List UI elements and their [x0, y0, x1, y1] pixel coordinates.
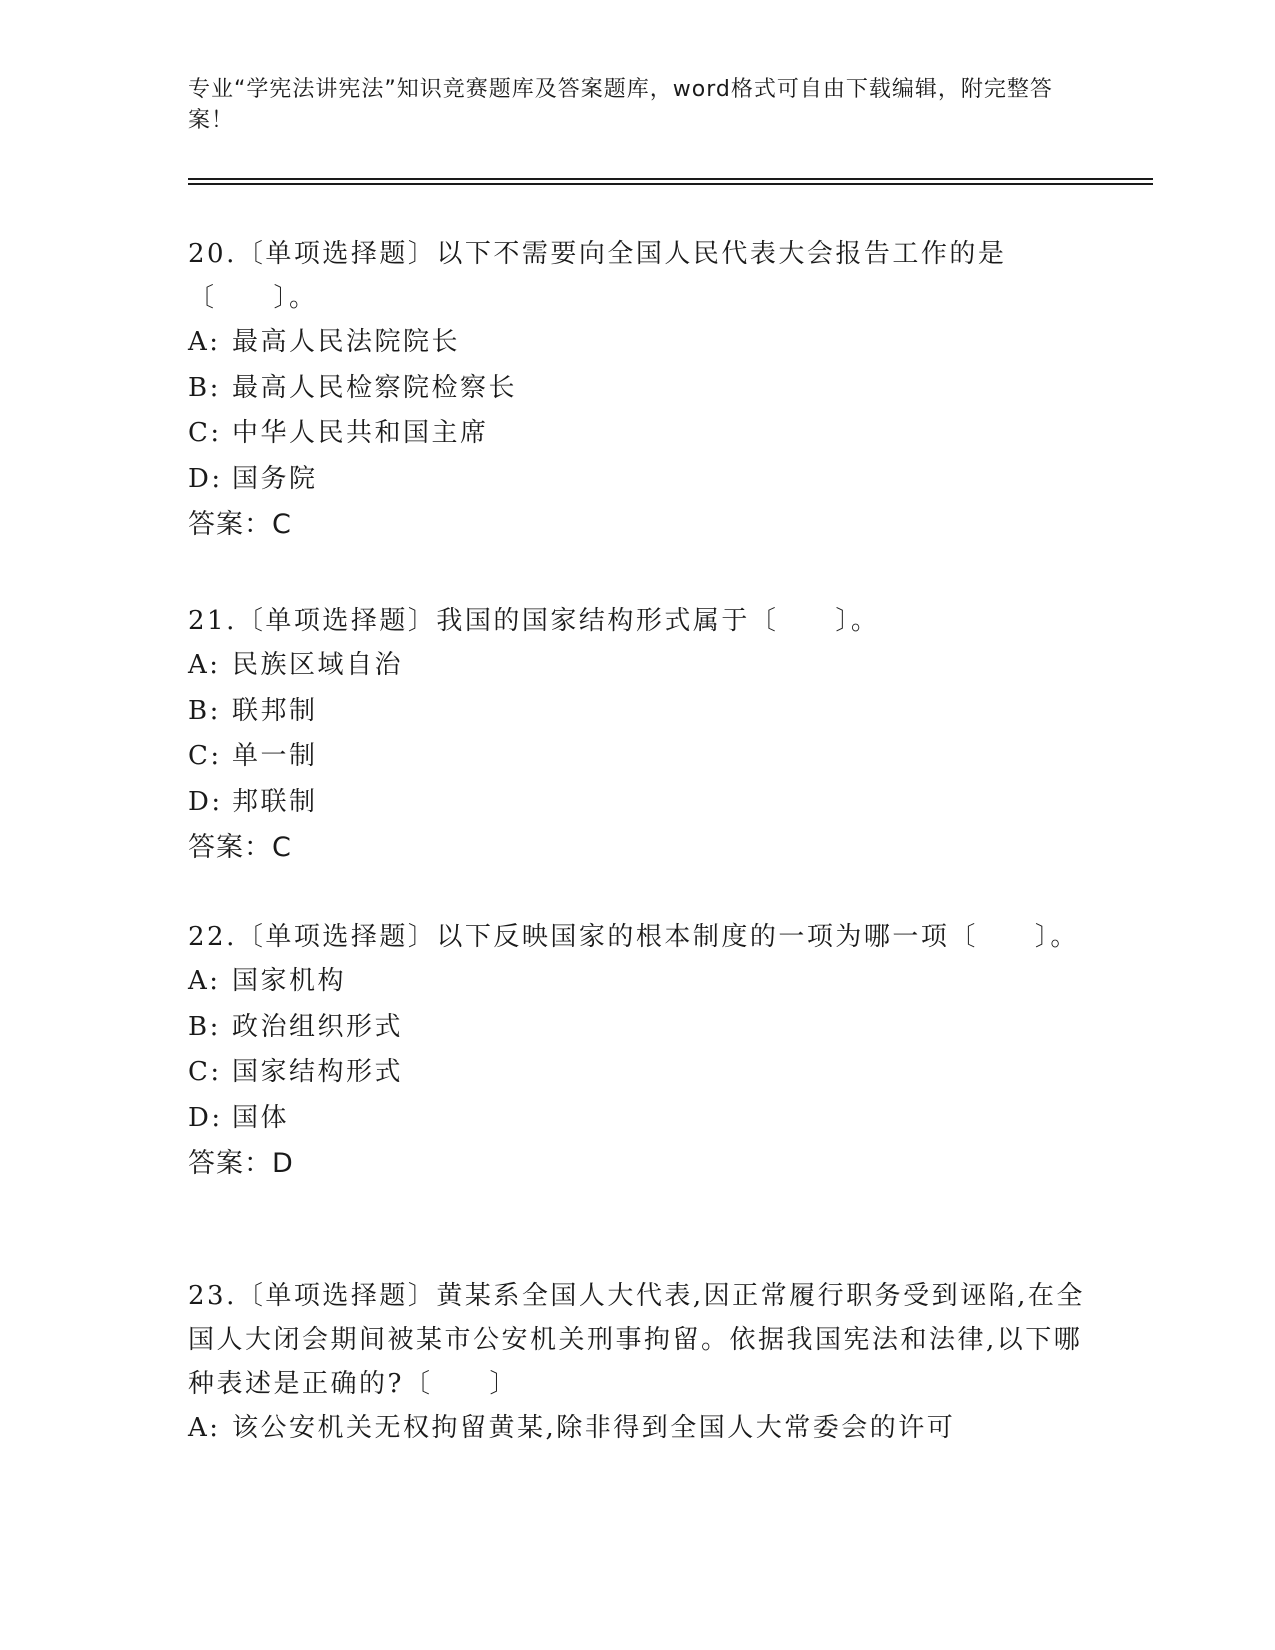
option-a [188, 320, 1088, 366]
answer [188, 502, 1088, 548]
option-text: 联邦制 [232, 695, 318, 726]
document-header: 专业“学宪法讲宪法”知识竞赛题库及答案题库，word格式可自由下载编辑，附完整答案！ [188, 77, 1053, 133]
option-a [188, 959, 1088, 1005]
option-letter: A: [188, 327, 221, 357]
option-a [188, 643, 1088, 689]
option-letter: C: [188, 1057, 222, 1087]
question-stem: 20.〔单项选择题〕以下不需要向全国人民代表大会报告工作的是〔 〕。 [188, 239, 1007, 313]
question-stem: 22.〔单项选择题〕以下反映国家的根本制度的一项为哪一项〔 〕。 [188, 922, 1079, 952]
option-b [188, 1005, 1088, 1051]
option-text: 中华人民共和国主席 [232, 418, 489, 448]
option-text: 民族区域自治 [232, 650, 404, 680]
option-d [188, 780, 1088, 826]
option-letter: D: [188, 463, 223, 494]
answer [188, 1141, 1088, 1187]
answer-value: C [272, 832, 292, 863]
option-text: 该公安机关无权拘留黄某,除非得到全国人大常委会的许可 [232, 1413, 956, 1443]
option-text: 邦联制 [232, 786, 318, 817]
option-text: 最高人民法院院长 [232, 327, 461, 357]
option-letter: D: [188, 786, 223, 817]
answer-label: 答案： [188, 832, 272, 863]
option-b [188, 689, 1088, 735]
option-text: 国家机构 [232, 966, 347, 996]
option-text: 国务院 [232, 463, 318, 494]
answer-label: 答案： [188, 1148, 272, 1179]
question-21 [188, 599, 1088, 871]
option-letter: D: [188, 1102, 223, 1133]
option-letter: C: [188, 418, 222, 448]
option-letter: A: [188, 1413, 221, 1443]
question-stem: 21.〔单项选择题〕我国的国家结构形式属于〔 〕。 [188, 606, 880, 636]
option-b [188, 366, 1088, 412]
option-c [188, 1050, 1088, 1096]
option-text: 国家结构形式 [232, 1057, 404, 1087]
option-d [188, 1096, 1088, 1142]
question-20 [188, 232, 1088, 548]
option-letter: C: [188, 741, 222, 771]
option-letter: B: [188, 1011, 221, 1042]
option-letter: B: [188, 695, 221, 726]
option-c [188, 411, 1088, 457]
answer-value: C [272, 509, 292, 540]
option-letter: A: [188, 966, 221, 996]
option-letter: A: [188, 650, 221, 680]
option-text: 单一制 [232, 741, 318, 771]
header-rule-top [188, 178, 1153, 180]
question-22 [188, 915, 1088, 1187]
header-rule-bottom [188, 183, 1153, 185]
question-23 [188, 1274, 1088, 1452]
answer-value: D [272, 1148, 294, 1179]
option-text: 最高人民检察院检察长 [232, 372, 518, 403]
option-c [188, 734, 1088, 780]
option-a [188, 1406, 1088, 1452]
question-stem: 23.〔单项选择题〕黄某系全国人大代表,因正常履行职务受到诬陷,在全国人大闭会期间被某市公安机关刑事拘留。依据我国宪法和法律,以下哪种表述是正确的?〔 〕 [188, 1281, 1085, 1399]
answer-label: 答案： [188, 509, 272, 540]
option-d [188, 457, 1088, 503]
option-text: 政治组织形式 [232, 1011, 404, 1042]
option-letter: B: [188, 372, 221, 403]
option-text: 国体 [232, 1102, 290, 1133]
answer [188, 825, 1088, 871]
